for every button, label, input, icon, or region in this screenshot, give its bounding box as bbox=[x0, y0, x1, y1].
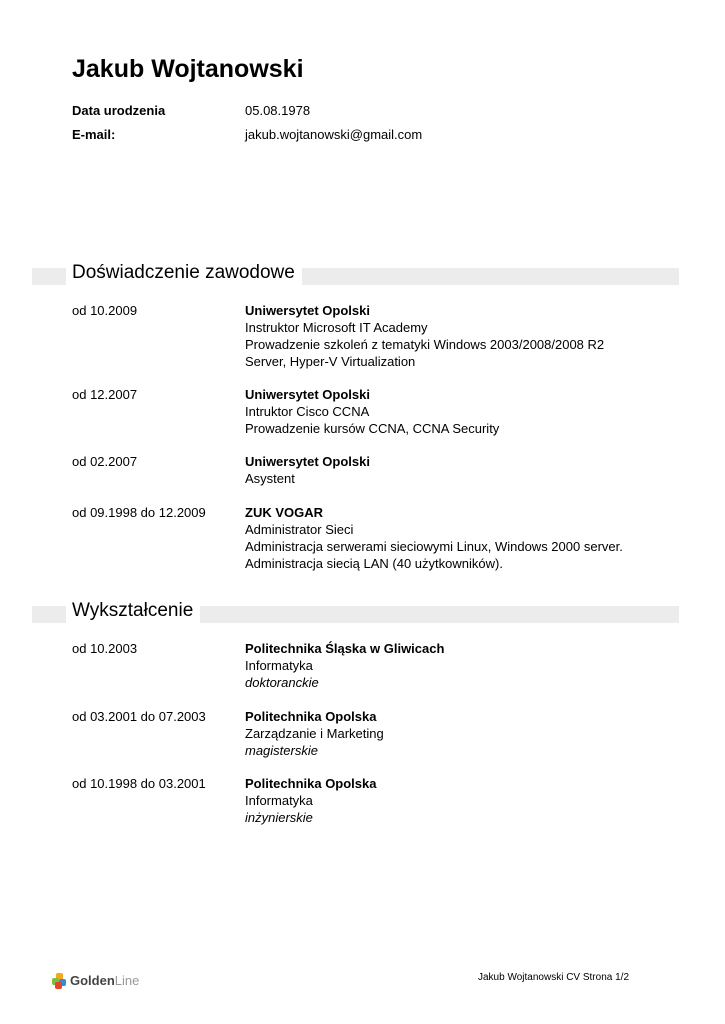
entry-line: Asystent bbox=[245, 471, 295, 486]
entry-date: od 02.2007 bbox=[72, 454, 138, 469]
entry-organization: ZUK VOGAR bbox=[245, 505, 323, 520]
entry-date: od 10.1998 do 03.2001 bbox=[72, 776, 206, 791]
entry-line: Administracja serwerami sieciowymi Linux, Windows 2000 server. bbox=[245, 539, 623, 554]
experience-section-header bbox=[32, 262, 679, 286]
entry-field: Informatyka bbox=[245, 793, 313, 808]
education-section-title: Wykształcenie bbox=[66, 598, 200, 624]
entry-date: od 10.2003 bbox=[72, 641, 138, 656]
entry-line: Administrator Sieci bbox=[245, 522, 354, 537]
entry-school: Politechnika Opolska bbox=[245, 709, 377, 724]
entry-body bbox=[245, 640, 655, 691]
entry-field: Zarządzanie i Marketing bbox=[245, 726, 384, 741]
entry-body bbox=[245, 302, 655, 370]
goldenline-logo bbox=[52, 970, 139, 992]
entry-body bbox=[245, 708, 655, 759]
entry-body bbox=[245, 775, 655, 826]
entry-organization: Uniwersytet Opolski bbox=[245, 303, 370, 318]
entry-line: Prowadzenie szkoleń z tematyki Windows 2003/2008/2008 R2 bbox=[245, 337, 605, 352]
email-label: E-mail: bbox=[72, 127, 116, 142]
entry-field: Informatyka bbox=[245, 658, 313, 673]
page-footer-label: Jakub Wojtanowski CV Strona 1/2 bbox=[478, 972, 630, 983]
entry-organization: Uniwersytet Opolski bbox=[245, 387, 370, 402]
entry-degree-level: doktoranckie bbox=[245, 675, 319, 690]
entry-date: od 12.2007 bbox=[72, 387, 138, 402]
entry-date: od 10.2009 bbox=[72, 303, 138, 318]
education-section-header bbox=[32, 600, 679, 624]
entry-date: od 09.1998 do 12.2009 bbox=[72, 505, 206, 520]
goldenline-logo-icon bbox=[52, 973, 67, 989]
entry-degree-level: magisterskie bbox=[245, 743, 318, 758]
entry-body bbox=[245, 453, 655, 487]
goldenline-logo-text: GoldenLine bbox=[70, 973, 140, 988]
entry-line: Prowadzenie kursów CCNA, CCNA Security bbox=[245, 421, 500, 436]
entry-date: od 03.2001 do 07.2003 bbox=[72, 709, 206, 724]
experience-section-title: Doświadczenie zawodowe bbox=[66, 260, 302, 286]
entry-school: Politechnika Śląska w Gliwicach bbox=[245, 641, 445, 656]
entry-line: Server, Hyper-V Virtualization bbox=[245, 354, 416, 369]
entry-body bbox=[245, 504, 655, 572]
entry-line: Intruktor Cisco CCNA bbox=[245, 404, 370, 419]
person-name: Jakub Wojtanowski bbox=[72, 55, 304, 83]
entry-organization: Uniwersytet Opolski bbox=[245, 454, 370, 469]
birth-date-label: Data urodzenia bbox=[72, 103, 166, 118]
entry-degree-level: inżynierskie bbox=[245, 810, 313, 825]
entry-line: Administracja siecią LAN (40 użytkowników). bbox=[245, 556, 503, 571]
birth-date-value: 05.08.1978 bbox=[245, 103, 311, 118]
email-value: jakub.wojtanowski@gmail.com bbox=[245, 127, 423, 142]
entry-body bbox=[245, 386, 655, 437]
entry-line: Instruktor Microsoft IT Academy bbox=[245, 320, 428, 335]
entry-school: Politechnika Opolska bbox=[245, 776, 377, 791]
